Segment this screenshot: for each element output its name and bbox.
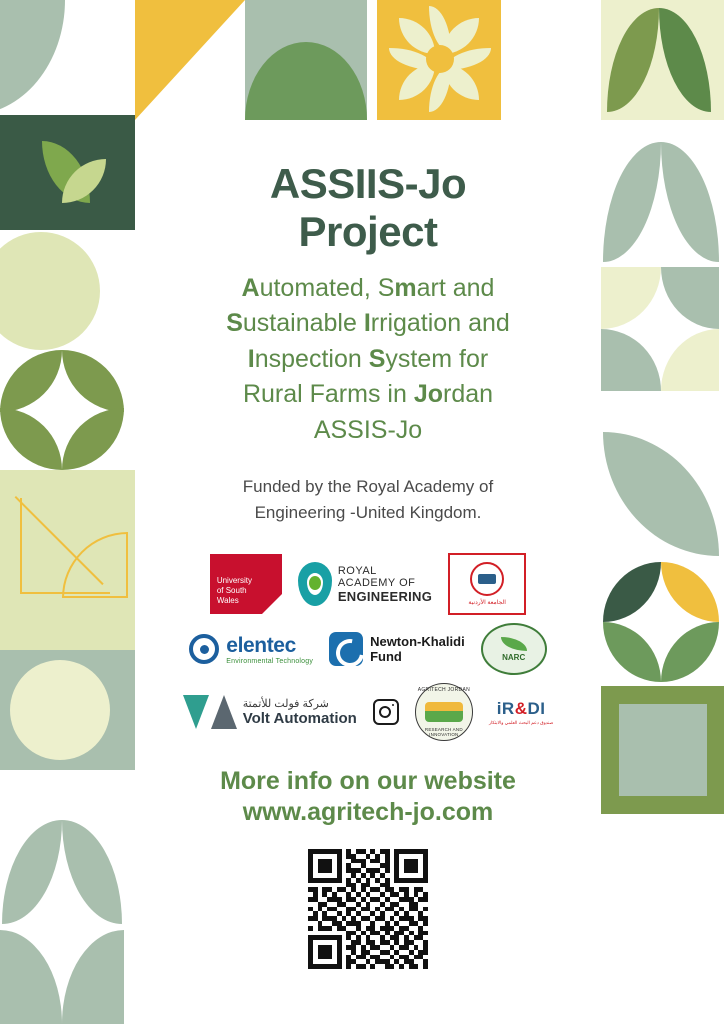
website-url[interactable]: www.agritech-jo.com <box>242 798 494 827</box>
deco-shape <box>601 560 724 686</box>
logo-newton-khalidi-fund <box>329 632 465 666</box>
usw-line-1: University <box>216 576 252 586</box>
newton-line-2: Fund <box>370 649 402 665</box>
rae-line-2: ACADEMY OF <box>337 576 416 589</box>
logo-royal-academy-of-engineering <box>298 562 432 606</box>
deco-shape <box>601 432 724 560</box>
volt-mark-icon <box>183 695 237 729</box>
decorative-panel-left <box>0 0 135 1024</box>
iradi-name: iR&DI <box>496 698 546 718</box>
logo-university-of-jordan <box>448 553 526 615</box>
deco-shape <box>0 230 135 350</box>
deco-shape <box>65 0 135 115</box>
deco-shape <box>601 392 724 432</box>
agritech-top-text: AGRITECH JORDAN <box>417 687 470 694</box>
funding-line-2: Engineering -United Kingdom. <box>254 502 482 522</box>
deco-shape <box>601 142 724 267</box>
volt-arabic: شركة فولت للأتمتة <box>242 698 329 711</box>
logo-narc <box>481 623 547 675</box>
funding-statement <box>135 474 601 525</box>
subtitle-line: Automated, Smart and <box>241 273 495 302</box>
qr-code[interactable] <box>308 849 428 969</box>
deco-shape <box>0 820 135 930</box>
logo-row-1 <box>135 553 601 615</box>
newton-line-1: Newton-Khalidi <box>370 634 465 650</box>
crest-emblem-icon <box>470 562 504 596</box>
usw-line-3: Wales <box>216 596 239 606</box>
deco-shape <box>0 470 135 650</box>
iradi-arabic: صندوق دعم البحث العلمي والابتكار <box>488 719 554 725</box>
subtitle-line: Rural Farms in Jordan <box>242 380 494 409</box>
subtitle-line: Inspection System for <box>247 344 489 373</box>
logo-row-2 <box>135 623 601 675</box>
title-line-1: ASSIIS-Jo <box>269 160 467 207</box>
decorative-panel-right <box>601 0 724 1024</box>
narc-label: NARC <box>502 652 526 662</box>
narc-leaf-icon <box>501 637 527 651</box>
usw-line-2: of South <box>216 586 247 596</box>
deco-shape <box>0 930 135 1024</box>
deco-shape <box>0 115 135 230</box>
rae-drop-icon <box>298 562 332 606</box>
deco-shape <box>0 350 135 470</box>
logo-agritech-jordan <box>415 683 473 741</box>
logo-elentec <box>189 634 313 665</box>
instagram-icon <box>373 699 399 725</box>
volt-english: Volt Automation <box>242 710 357 728</box>
page-title <box>135 160 601 257</box>
poster-content <box>135 0 601 1024</box>
logo-iradi <box>489 699 553 726</box>
subtitle <box>135 271 601 449</box>
logo-row-3 <box>135 683 601 741</box>
deco-shape <box>0 770 135 820</box>
partner-logos <box>135 553 601 741</box>
subtitle-line: ASSIS-Jo <box>313 415 423 444</box>
rae-line-3: ENGINEERING <box>337 588 433 604</box>
elentec-circle-icon <box>189 634 219 664</box>
elentec-name: elentec <box>226 633 296 657</box>
title-line-2: Project <box>298 208 438 256</box>
deco-shape <box>601 814 724 1024</box>
deco-shape <box>601 0 724 120</box>
deco-shape <box>601 267 724 392</box>
newton-swirl-icon <box>329 632 363 666</box>
deco-shape <box>0 650 135 770</box>
logo-university-of-south-wales <box>210 554 282 614</box>
logo-volt-automation <box>183 695 357 729</box>
funding-line-1: Funded by the Royal Academy of <box>242 477 494 497</box>
agritech-hill-icon <box>425 702 463 722</box>
deco-shape <box>0 0 65 115</box>
more-info-text: More info on our website <box>220 767 516 796</box>
elentec-tagline: Environmental Technology <box>226 657 314 665</box>
deco-shape <box>601 686 724 814</box>
agritech-bottom-text: RESEARCH AND INNOVATION <box>424 727 463 738</box>
crest-arabic: الجامعة الأردنية <box>468 600 506 607</box>
rae-line-1: ROYAL <box>337 564 377 577</box>
deco-shape <box>601 120 724 142</box>
subtitle-line: Sustainable Irrigation and <box>226 309 510 338</box>
qr-code-wrapper[interactable] <box>135 849 601 969</box>
